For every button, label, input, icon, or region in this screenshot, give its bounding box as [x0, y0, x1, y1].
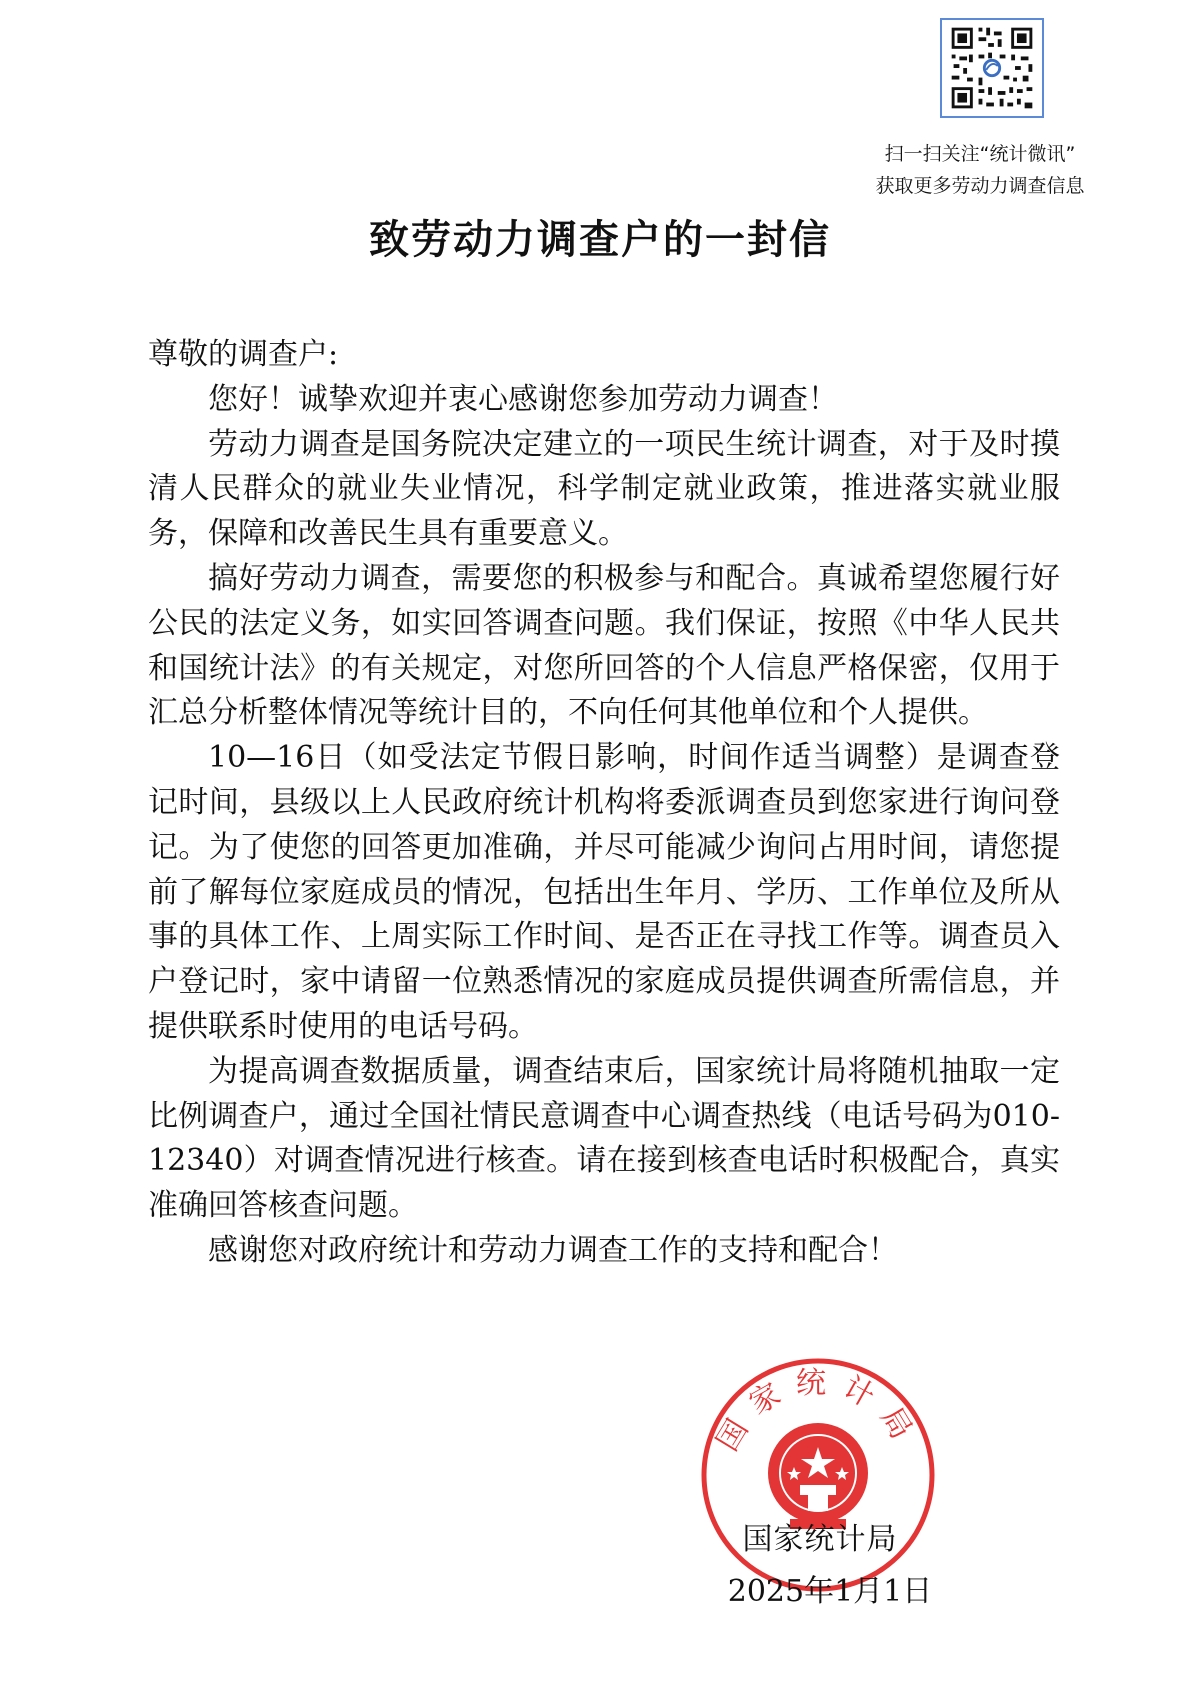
paragraph-greeting: 您好！诚挚欢迎并衷心感谢您参加劳动力调查！ — [208, 381, 838, 417]
paragraph-verification: 为提高调查数据质量，调查结束后，国家统计局将随机抽取一定比例调查户，通过全国社情民意调查中心调查热线（电话号码为010-12340）对调查情况进行核查。请在接到核查电话时积极配合，真实准确回答核查问题。 — [148, 1053, 1060, 1224]
letter-title: 致劳动力调查户的一封信 — [369, 216, 831, 263]
qr-caption — [860, 138, 1100, 202]
svg-text:国家统计局: 国家统计局 — [710, 1366, 926, 1458]
letter-date: 2025年1月1日 — [727, 1574, 933, 1609]
letter-body — [148, 333, 1060, 1274]
salutation: 尊敬的调查户: — [148, 337, 339, 372]
paragraph-significance: 劳动力调查是国务院决定建立的一项民生统计调查，对于及时摸清人民群众的就业失业情况，科学制定就业政策，推进落实就业服务，保障和改善民生具有重要意义。 — [148, 426, 1060, 552]
qr-code-icon — [942, 20, 1042, 116]
qr-code — [940, 18, 1044, 118]
qr-caption-line-1: 扫一扫关注“统计微讯” — [884, 143, 1076, 165]
paragraph-registration: 10—16日（如受法定节假日影响，时间作适当调整）是调查登记时间，县级以上人民政府统计机构将委派调查员到您家进行询问登记。为了使您的回答更加准确，并尽可能减少询问占用时间，请您提前了解每位家庭成员的情况，包括出生年月、学历、工作单位及所从事的具体工作、上周实际工作时间、是否正在寻找工作等。调查员入户登记时，家中请留一位熟悉情况的家庭成员提供调查所需信息，并提供联系时使用的电话号码。 — [148, 740, 1060, 1044]
paragraph-confidentiality: 搞好劳动力调查，需要您的积极参与和配合。真诚希望您履行好公民的法定义务，如实回答调查问题。我们保证，按照《中华人民共和国统计法》的有关规定，对您所回答的个人信息严格保密，仅用于汇总分析整体情况等统计目的，不向任何其他单位和个人提供。 — [148, 560, 1060, 731]
signer: 国家统计局 — [742, 1522, 898, 1557]
paragraph-thanks: 感谢您对政府统计和劳动力调查工作的支持和配合！ — [208, 1232, 898, 1268]
qr-caption-line-2: 获取更多劳动力调查信息 — [875, 175, 1085, 197]
